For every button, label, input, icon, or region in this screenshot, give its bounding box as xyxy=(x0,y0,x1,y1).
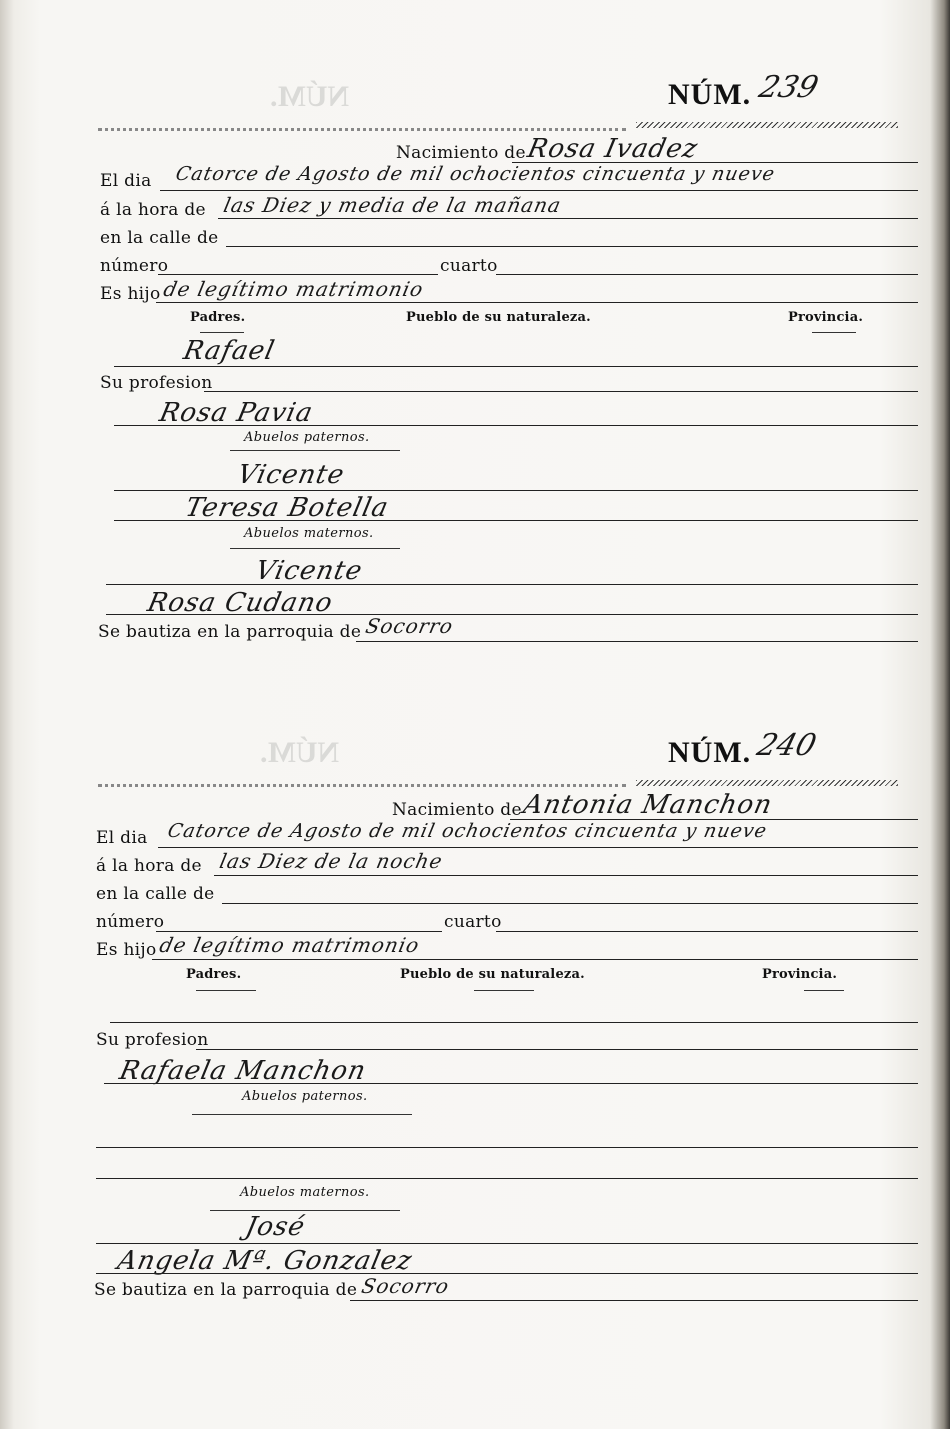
rule xyxy=(114,425,918,426)
es-hijo-label: Es hijo xyxy=(96,940,157,960)
madre-name: Rafaela Manchon xyxy=(116,1056,370,1086)
rule xyxy=(96,1273,918,1274)
rule xyxy=(204,391,918,392)
rule xyxy=(196,990,256,991)
hora-label: á la hora de xyxy=(100,200,206,220)
rule xyxy=(210,1210,400,1211)
rule xyxy=(156,302,918,303)
cuarto-label: cuarto xyxy=(440,256,498,276)
rule xyxy=(350,1300,918,1301)
rule xyxy=(196,1049,918,1050)
ornament-rule xyxy=(636,780,898,786)
rule xyxy=(104,1083,918,1084)
parroquia-value: Socorro xyxy=(359,1274,452,1298)
rule xyxy=(96,1178,918,1179)
rule xyxy=(96,1147,918,1148)
bleed-through-num-2: NÚM. xyxy=(260,736,340,769)
rule xyxy=(226,246,918,247)
bleed-through-num: NÚM. xyxy=(270,80,350,113)
calle-label: en la calle de xyxy=(96,884,215,904)
padres-header: Padres. xyxy=(190,310,246,325)
abuelo-materno: Vicente xyxy=(252,556,366,586)
rule xyxy=(156,931,442,932)
bautiza-label: Se bautiza en la parroquia de xyxy=(98,622,362,642)
rule xyxy=(158,274,438,275)
rule xyxy=(106,614,918,615)
rule xyxy=(160,190,918,191)
nacimiento-name: Antonia Manchon xyxy=(520,790,776,820)
parroquia-value: Socorro xyxy=(363,614,456,638)
rule xyxy=(114,490,918,491)
rule xyxy=(804,990,844,991)
profesion-label: Su profesion xyxy=(96,1030,209,1050)
rule xyxy=(106,584,918,585)
rule xyxy=(114,520,918,521)
rule xyxy=(356,641,918,642)
hora-value: las Diez y media de la mañana xyxy=(221,193,564,217)
rule xyxy=(192,1114,412,1115)
abuela-materna: Angela Mª. Gonzalez xyxy=(114,1246,416,1276)
nacimiento-label: Nacimiento de xyxy=(392,800,522,820)
abuelo-paterno: Vicente xyxy=(234,460,348,490)
es-hijo-value: de legítimo matrimonio xyxy=(161,277,426,301)
dia-value: Catorce de Agosto de mil ochocientos cincuenta y nueve xyxy=(173,163,778,185)
abuela-materna: Rosa Cudano xyxy=(144,588,336,618)
profesion-label: Su profesion xyxy=(100,373,213,393)
provincia-header: Provincia. xyxy=(788,310,864,325)
es-hijo-value: de legítimo matrimonio xyxy=(157,933,422,957)
rule xyxy=(96,1243,918,1244)
rule xyxy=(214,875,918,876)
rule xyxy=(200,332,244,333)
hora-label: á la hora de xyxy=(96,856,202,876)
rule xyxy=(158,847,918,848)
bautiza-label: Se bautiza en la parroquia de xyxy=(94,1280,358,1300)
el-dia-label: El dia xyxy=(96,828,148,848)
padre-name: Rafael xyxy=(180,336,278,366)
dotted-rule xyxy=(98,784,626,787)
calle-label: en la calle de xyxy=(100,228,219,248)
cuarto-label: cuarto xyxy=(444,912,502,932)
pueblo-header: Pueblo de su naturaleza. xyxy=(406,310,591,325)
el-dia-label: El dia xyxy=(100,171,152,191)
abuelo-materno: José xyxy=(242,1212,309,1242)
entry-number: 240 xyxy=(753,728,820,763)
ornament-rule xyxy=(636,122,898,128)
provincia-header: Provincia. xyxy=(762,967,838,982)
rule xyxy=(152,959,918,960)
numero-label: número xyxy=(96,912,165,932)
rule xyxy=(222,903,918,904)
rule xyxy=(218,218,918,219)
abuelos-maternos-label: Abuelos maternos. xyxy=(240,1185,370,1200)
pueblo-header: Pueblo de su naturaleza. xyxy=(400,967,585,982)
rule xyxy=(812,332,856,333)
hora-value: las Diez de la noche xyxy=(217,849,446,873)
abuela-paterna: Teresa Botella xyxy=(182,493,392,523)
abuelos-paternos-label: Abuelos paternos. xyxy=(242,1089,368,1104)
rule xyxy=(230,450,400,451)
num-label: NÚM. xyxy=(668,78,752,111)
abuelos-paternos-label: Abuelos paternos. xyxy=(244,430,370,445)
es-hijo-label: Es hijo xyxy=(100,284,161,304)
rule xyxy=(496,274,918,275)
rule xyxy=(110,1022,918,1023)
dotted-rule xyxy=(98,128,626,131)
dia-value: Catorce de Agosto de mil ochocientos cincuenta y nueve xyxy=(165,820,770,842)
abuelos-maternos-label: Abuelos maternos. xyxy=(244,526,374,541)
numero-label: número xyxy=(100,256,169,276)
nacimiento-name: Rosa Ivadez xyxy=(524,134,701,164)
rule xyxy=(496,931,918,932)
madre-name: Rosa Pavia xyxy=(156,398,316,428)
num-label: NÚM. xyxy=(668,736,752,769)
rule xyxy=(114,366,918,367)
nacimiento-label: Nacimiento de xyxy=(396,143,526,163)
padres-header: Padres. xyxy=(186,967,242,982)
entry-number: 239 xyxy=(755,70,822,105)
rule xyxy=(474,990,534,991)
rule xyxy=(230,548,400,549)
